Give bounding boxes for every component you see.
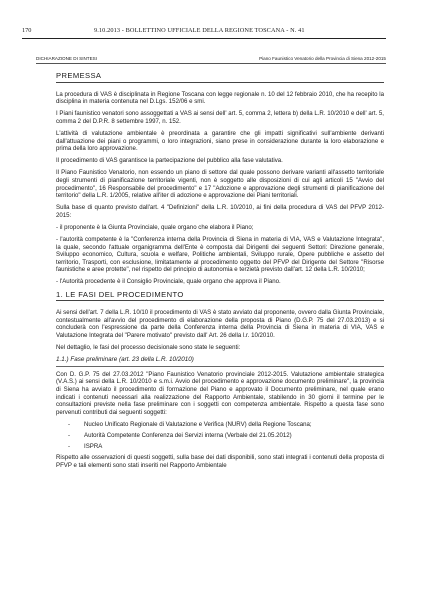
subheader-divider xyxy=(36,63,386,64)
paragraph: Ai sensi dell'art. 7 della L.R. 10/10 il procedimento di VAS è stato avviato dal proponente, ovvero dalla Giunta Provinciale, contestualmente all'avvio del procedimento di elaborazione della proposta di Piano (D.G.P. 75 del 27.03.2013) e si concluderà con l'espressione da parte della Conferenza interna della Provincia di Siena in materia di VIA, VAS e Valutazione Integrata del "Parere motivato" previsto dall' Art. 26 della l.r. 10/2010. xyxy=(56,309,384,339)
section-heading-premessa: PREMESSA xyxy=(56,71,102,80)
paragraph: Il procedimento di VAS garantisce la partecipazione del pubblico alla fase valutativa. xyxy=(56,157,283,165)
list-item: - Nucleo Unificato Regionale di Valutazione e Verifica (NURV) della Regione Toscana; xyxy=(56,421,384,429)
subsection-divider xyxy=(56,366,384,367)
contributors-list xyxy=(56,421,384,451)
subsection-heading: 1.1.) Fase preliminare (art. 23 della L.R. 10/2010) xyxy=(56,356,194,364)
document-type: DICHIARAZIONE DI SINTESI xyxy=(36,56,98,61)
dash-item: - l'Autorità procedente è il Consiglio Provinciale, quale organo che approva il Piano. xyxy=(56,278,281,286)
paragraph: I Piani faunistico venatori sono assoggettati a VAS ai sensi dell' art. 5, comma 2, lettera b) della L.R. 10/2010 e dell' art. 5, comma 2 del D.P.R. 8 settembre 1997, n. 152. xyxy=(56,110,384,125)
paragraph: Con D. G.P. 75 del 27.03.2012 "Piano Faunistico Venatorio provinciale 2012-2015. Valutazione ambientale strategica (V.A.S.) ai sensi della L.R. 10/2010 e s.m.i. Avvio del procedimento e approvazione documento preliminare", la provincia di Siena ha avviato il procedimento di formazione del Piano e approvato il Documento preliminare, nel quale erano indicati i contenuti necessari alla realizzazione del Rapporto Ambientale, stabilendo in 30 giorni il termine per le consultazioni previste nella fase preliminare con i soggetti con competenza ambientale. Rispetto a questa fase sono pervenuti contributi dai seguenti soggetti: xyxy=(56,370,384,416)
list-item: - ISPRA xyxy=(56,443,384,451)
paragraph: Il Piano Faunistico Venatorio, non essendo un piano di settore dal quale possono derivare varianti all'assetto territoriale degli strumenti di pianificazione territoriale vigenti, non è soggetto alle disposizioni di cui agli articoli 15 "Avvio del procedimento", 16 Responsabile del procedimento" e 17 "Adozione e approvazione degli strumenti di pianificazione del territorio" della L.R. 1/2005, relative all'iter di adozione e approvazione dei Piani territoriali. xyxy=(56,169,384,200)
bulletin-title: 9.10.2013 - BOLLETTINO UFFICIALE DELLA REGIONE TOSCANA - N. 41 xyxy=(94,27,305,34)
section-divider xyxy=(56,82,384,83)
section-heading-fasi: 1. LE FASI DEL PROCEDIMENTO xyxy=(56,289,184,299)
paragraph: Sulla base di quanto previsto dall'art. 4 "Definizioni" della L.R. 10/2010, ai fini della procedura di VAS del PFVP 2012-2015: xyxy=(56,204,384,219)
paragraph: Rispetto alle osservazioni di questi soggetti, sulla base dei dati disponibili, sono stati integrati i contenuti della proposta di PFVP e tali elementi sono stati inseriti nel Rapporto Ambientale xyxy=(56,454,384,469)
plan-title: Piano Faunistico Venatorio della Provincia di Siena 2012-2015 xyxy=(259,56,386,61)
page-number: 170 xyxy=(22,27,32,34)
dash-item: - il proponente è la Giunta Provinciale, quale organo che elabora il Piano; xyxy=(56,223,254,231)
paragraph: Nel dettaglio, le fasi del processo decisionale sono state le seguenti: xyxy=(56,344,241,352)
section-divider xyxy=(56,300,384,301)
list-item: - Autorità Competente Conferenza dei Servizi interna (Verbale del 21.05.2012) xyxy=(56,432,384,440)
paragraph: L'attività di valutazione ambientale è preordinata a garantire che gli impatti significativi sull'ambiente derivanti dall'attuazione dei piani o programmi, o loro integrazioni, siano prese in considerazione durante la loro elaborazione e prima della loro approvazione. xyxy=(56,129,384,153)
paragraph: La procedura di VAS è disciplinata in Regione Toscana con legge regionale n. 10 del 12 febbraio 2010, che ha recepito la disciplina in materia contenuta nel D.Lgs. 152/06 e smi. xyxy=(56,90,384,106)
dash-item: - l'autorità competente è la "Conferenza interna della Provincia di Siena in materia di VIA, VAS e Valutazione Integrata", la quale, secondo l'attuale organigramma dell'Ente è composta dai Dirigenti dei seguenti Settori: Direzione generale, Sviluppo economico, Cultura, scuola e welfare, Politiche ambientali, Sviluppo rurale, Opere pubbliche e assetto del territorio, Trasporti, con esclusione, limitatamente al procedimento oggetto del PFVP del Dirigente del Settore "Risorse faunistiche e aree protette", nel rispetto del principio di autonomia e terzietà previsto dall'art. 12 della L.R. 10/2010; xyxy=(56,236,384,274)
header-divider xyxy=(22,38,386,39)
document-body xyxy=(56,68,384,474)
